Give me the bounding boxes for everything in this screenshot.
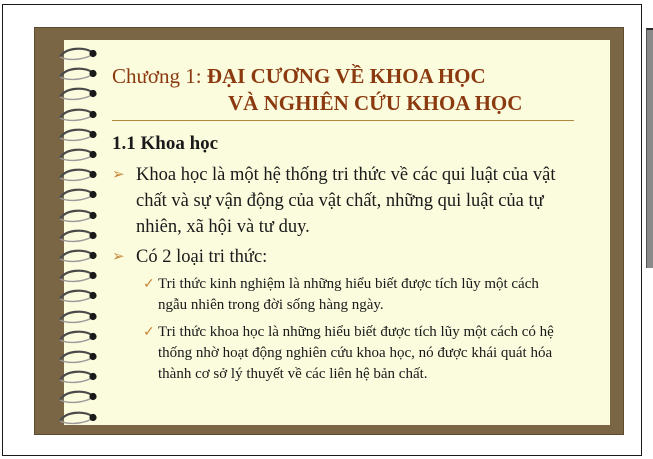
binding-coil [56,285,102,307]
sub-bullet-item [143,322,568,385]
binding-coil [56,83,102,105]
binding-coil [56,346,102,368]
binding-coil [56,306,102,328]
checkmark-icon: ✓ [143,277,155,292]
binding-coil [56,184,102,206]
bullet-item [112,244,576,270]
title-bold-line-1: ĐẠI CƯƠNG VỀ KHOA HỌC [206,64,486,88]
sub-bullet-text: Tri thức khoa học là những hiểu biết được tích lũy một cách có hệ thống nhờ hoạt động nghiên cứu khoa học, nó được khái quát hóa thành cơ sở lý thuyết về các liên hệ bản chất. [158,324,554,382]
title-line-1 [112,63,592,90]
binding-coil [56,124,102,146]
binding-coil [56,265,102,287]
section-heading: 1.1 Khoa học [112,133,219,154]
binding-coil [56,407,102,429]
sub-bullet-text: Tri thức kinh nghiệm là những hiểu biết được tích lũy một cách ngẫu nhiên trong đời sống hàng ngày. [158,276,539,313]
binding-coil [56,164,102,186]
binding-coil [56,205,102,227]
sub-bullet-item [143,274,568,316]
binding-coil [56,225,102,247]
binding-coil [56,386,102,408]
bullet-item [112,162,576,240]
scrollbar-thumb[interactable] [646,28,653,268]
arrow-bullet-icon: ➢ [112,167,125,183]
bullet-text: Khoa học là một hệ thống tri thức về các qui luật của vật chất và sự vận động của vật chất, những qui luật của tự nhiên, xã hội và tư duy. [136,165,556,237]
binding-coil [56,366,102,388]
title-bold-line-2: VÀ NGHIÊN CỨU KHOA HỌC [228,91,523,115]
title-divider [112,120,574,121]
binding-coil [56,144,102,166]
binding-coil [56,104,102,126]
binding-coil [56,63,102,85]
slide-title [112,63,592,117]
bullet-text: Có 2 loại tri thức: [136,247,268,267]
title-prefix: Chương 1: [112,64,207,88]
arrow-bullet-icon: ➢ [112,249,125,265]
binding-coil [56,43,102,65]
checkmark-icon: ✓ [143,325,155,340]
binding-coil [56,245,102,267]
binding-coil [56,326,102,348]
